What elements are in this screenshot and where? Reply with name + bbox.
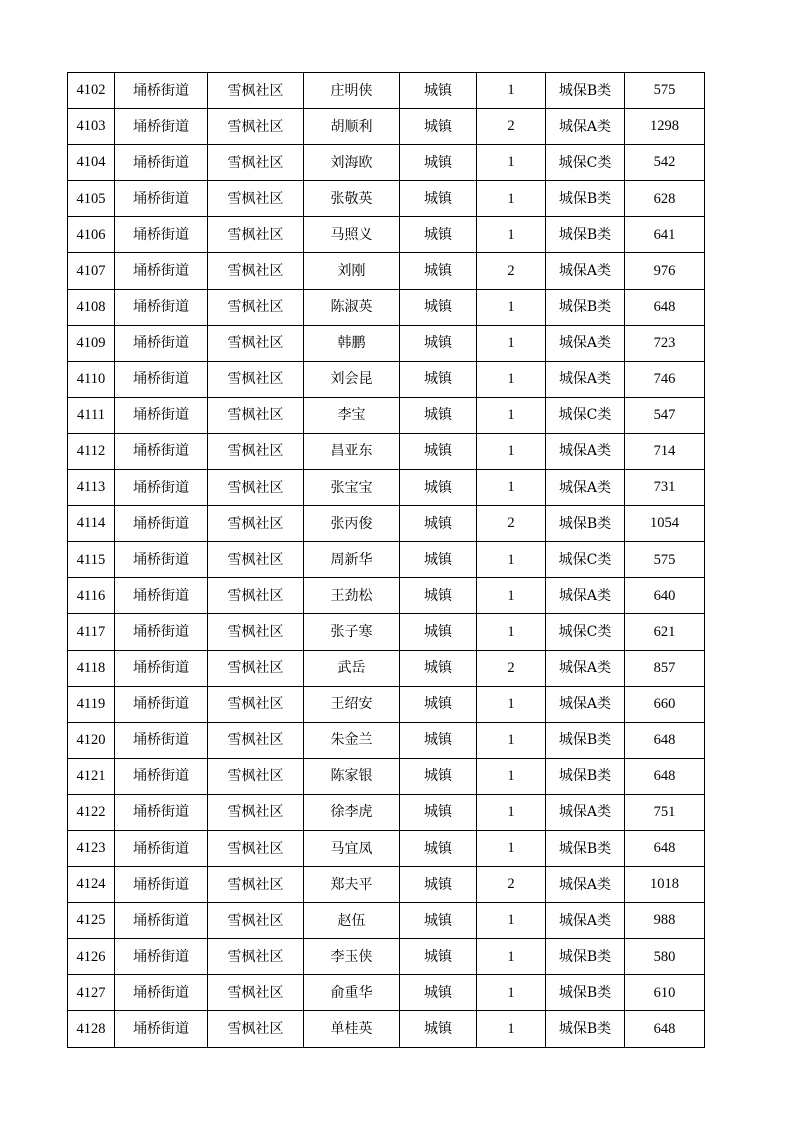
amount-cell: 751 bbox=[625, 794, 705, 830]
household-count-cell: 1 bbox=[477, 289, 546, 325]
amount-cell: 640 bbox=[625, 578, 705, 614]
person-name-cell: 张丙俊 bbox=[304, 506, 400, 542]
insurance-category-cell: 城保A类 bbox=[546, 470, 625, 506]
record-id-cell: 4128 bbox=[68, 1011, 115, 1047]
person-name-cell: 王劲松 bbox=[304, 578, 400, 614]
street-cell: 埇桥街道 bbox=[115, 145, 208, 181]
amount-cell: 542 bbox=[625, 145, 705, 181]
street-cell: 埇桥街道 bbox=[115, 830, 208, 866]
area-type-cell: 城镇 bbox=[400, 758, 477, 794]
household-count-cell: 1 bbox=[477, 542, 546, 578]
person-name-cell: 韩鹏 bbox=[304, 325, 400, 361]
area-type-cell: 城镇 bbox=[400, 686, 477, 722]
household-count-cell: 1 bbox=[477, 975, 546, 1011]
record-id-cell: 4105 bbox=[68, 181, 115, 217]
area-type-cell: 城镇 bbox=[400, 109, 477, 145]
household-count-cell: 2 bbox=[477, 109, 546, 145]
table-row bbox=[68, 975, 705, 1011]
street-cell: 埇桥街道 bbox=[115, 289, 208, 325]
amount-cell: 714 bbox=[625, 433, 705, 469]
person-name-cell: 刘海欧 bbox=[304, 145, 400, 181]
insurance-category-cell: 城保B类 bbox=[546, 1011, 625, 1047]
community-cell: 雪枫社区 bbox=[208, 686, 304, 722]
person-name-cell: 胡顺利 bbox=[304, 109, 400, 145]
record-id-cell: 4110 bbox=[68, 361, 115, 397]
table-row bbox=[68, 433, 705, 469]
street-cell: 埇桥街道 bbox=[115, 1011, 208, 1047]
data-table bbox=[67, 72, 705, 1048]
insurance-category-cell: 城保A类 bbox=[546, 903, 625, 939]
community-cell: 雪枫社区 bbox=[208, 506, 304, 542]
person-name-cell: 武岳 bbox=[304, 650, 400, 686]
area-type-cell: 城镇 bbox=[400, 650, 477, 686]
amount-cell: 580 bbox=[625, 939, 705, 975]
record-id-cell: 4119 bbox=[68, 686, 115, 722]
record-id-cell: 4106 bbox=[68, 217, 115, 253]
community-cell: 雪枫社区 bbox=[208, 975, 304, 1011]
table-row bbox=[68, 867, 705, 903]
person-name-cell: 郑夫平 bbox=[304, 867, 400, 903]
amount-cell: 575 bbox=[625, 542, 705, 578]
household-count-cell: 1 bbox=[477, 397, 546, 433]
household-count-cell: 1 bbox=[477, 1011, 546, 1047]
area-type-cell: 城镇 bbox=[400, 794, 477, 830]
household-count-cell: 1 bbox=[477, 903, 546, 939]
community-cell: 雪枫社区 bbox=[208, 903, 304, 939]
insurance-category-cell: 城保A类 bbox=[546, 361, 625, 397]
person-name-cell: 李宝 bbox=[304, 397, 400, 433]
insurance-category-cell: 城保A类 bbox=[546, 867, 625, 903]
table-row bbox=[68, 506, 705, 542]
street-cell: 埇桥街道 bbox=[115, 867, 208, 903]
table-row bbox=[68, 1011, 705, 1047]
street-cell: 埇桥街道 bbox=[115, 722, 208, 758]
person-name-cell: 赵伍 bbox=[304, 903, 400, 939]
amount-cell: 648 bbox=[625, 830, 705, 866]
record-id-cell: 4116 bbox=[68, 578, 115, 614]
person-name-cell: 周新华 bbox=[304, 542, 400, 578]
street-cell: 埇桥街道 bbox=[115, 325, 208, 361]
street-cell: 埇桥街道 bbox=[115, 506, 208, 542]
community-cell: 雪枫社区 bbox=[208, 794, 304, 830]
area-type-cell: 城镇 bbox=[400, 506, 477, 542]
amount-cell: 610 bbox=[625, 975, 705, 1011]
amount-cell: 976 bbox=[625, 253, 705, 289]
record-id-cell: 4126 bbox=[68, 939, 115, 975]
community-cell: 雪枫社区 bbox=[208, 325, 304, 361]
insurance-category-cell: 城保B类 bbox=[546, 289, 625, 325]
record-id-cell: 4109 bbox=[68, 325, 115, 361]
amount-cell: 731 bbox=[625, 470, 705, 506]
insurance-category-cell: 城保A类 bbox=[546, 325, 625, 361]
person-name-cell: 庄明侠 bbox=[304, 73, 400, 109]
table-row bbox=[68, 758, 705, 794]
street-cell: 埇桥街道 bbox=[115, 109, 208, 145]
insurance-category-cell: 城保A类 bbox=[546, 794, 625, 830]
amount-cell: 660 bbox=[625, 686, 705, 722]
table-row bbox=[68, 650, 705, 686]
record-id-cell: 4111 bbox=[68, 397, 115, 433]
community-cell: 雪枫社区 bbox=[208, 397, 304, 433]
person-name-cell: 陈家银 bbox=[304, 758, 400, 794]
amount-cell: 1018 bbox=[625, 867, 705, 903]
area-type-cell: 城镇 bbox=[400, 903, 477, 939]
record-id-cell: 4127 bbox=[68, 975, 115, 1011]
area-type-cell: 城镇 bbox=[400, 217, 477, 253]
amount-cell: 648 bbox=[625, 758, 705, 794]
person-name-cell: 张宝宝 bbox=[304, 470, 400, 506]
community-cell: 雪枫社区 bbox=[208, 939, 304, 975]
record-id-cell: 4125 bbox=[68, 903, 115, 939]
record-id-cell: 4108 bbox=[68, 289, 115, 325]
household-count-cell: 1 bbox=[477, 470, 546, 506]
table-row bbox=[68, 578, 705, 614]
person-name-cell: 昌亚东 bbox=[304, 433, 400, 469]
insurance-category-cell: 城保B类 bbox=[546, 506, 625, 542]
table-row bbox=[68, 830, 705, 866]
street-cell: 埇桥街道 bbox=[115, 181, 208, 217]
person-name-cell: 马宜凤 bbox=[304, 830, 400, 866]
insurance-category-cell: 城保B类 bbox=[546, 939, 625, 975]
insurance-category-cell: 城保B类 bbox=[546, 73, 625, 109]
street-cell: 埇桥街道 bbox=[115, 903, 208, 939]
street-cell: 埇桥街道 bbox=[115, 470, 208, 506]
record-id-cell: 4122 bbox=[68, 794, 115, 830]
record-id-cell: 4115 bbox=[68, 542, 115, 578]
amount-cell: 628 bbox=[625, 181, 705, 217]
table-row bbox=[68, 289, 705, 325]
table-row bbox=[68, 794, 705, 830]
community-cell: 雪枫社区 bbox=[208, 145, 304, 181]
record-id-cell: 4102 bbox=[68, 73, 115, 109]
street-cell: 埇桥街道 bbox=[115, 794, 208, 830]
insurance-category-cell: 城保B类 bbox=[546, 975, 625, 1011]
person-name-cell: 马照义 bbox=[304, 217, 400, 253]
household-count-cell: 2 bbox=[477, 650, 546, 686]
community-cell: 雪枫社区 bbox=[208, 470, 304, 506]
community-cell: 雪枫社区 bbox=[208, 578, 304, 614]
person-name-cell: 刘刚 bbox=[304, 253, 400, 289]
area-type-cell: 城镇 bbox=[400, 578, 477, 614]
community-cell: 雪枫社区 bbox=[208, 109, 304, 145]
household-count-cell: 1 bbox=[477, 73, 546, 109]
community-cell: 雪枫社区 bbox=[208, 722, 304, 758]
insurance-category-cell: 城保B类 bbox=[546, 758, 625, 794]
person-name-cell: 张子寒 bbox=[304, 614, 400, 650]
record-id-cell: 4112 bbox=[68, 433, 115, 469]
table-row bbox=[68, 145, 705, 181]
area-type-cell: 城镇 bbox=[400, 325, 477, 361]
insurance-category-cell: 城保A类 bbox=[546, 109, 625, 145]
table-row bbox=[68, 722, 705, 758]
table-row bbox=[68, 325, 705, 361]
insurance-category-cell: 城保A类 bbox=[546, 433, 625, 469]
table-body bbox=[68, 73, 705, 1048]
record-id-cell: 4123 bbox=[68, 830, 115, 866]
community-cell: 雪枫社区 bbox=[208, 217, 304, 253]
street-cell: 埇桥街道 bbox=[115, 73, 208, 109]
area-type-cell: 城镇 bbox=[400, 181, 477, 217]
record-id-cell: 4120 bbox=[68, 722, 115, 758]
record-id-cell: 4124 bbox=[68, 867, 115, 903]
household-count-cell: 2 bbox=[477, 253, 546, 289]
insurance-category-cell: 城保C类 bbox=[546, 397, 625, 433]
community-cell: 雪枫社区 bbox=[208, 433, 304, 469]
record-id-cell: 4117 bbox=[68, 614, 115, 650]
community-cell: 雪枫社区 bbox=[208, 758, 304, 794]
street-cell: 埇桥街道 bbox=[115, 433, 208, 469]
amount-cell: 648 bbox=[625, 722, 705, 758]
insurance-category-cell: 城保A类 bbox=[546, 253, 625, 289]
area-type-cell: 城镇 bbox=[400, 470, 477, 506]
table-row bbox=[68, 614, 705, 650]
community-cell: 雪枫社区 bbox=[208, 361, 304, 397]
household-count-cell: 1 bbox=[477, 433, 546, 469]
table-row bbox=[68, 253, 705, 289]
street-cell: 埇桥街道 bbox=[115, 975, 208, 1011]
amount-cell: 547 bbox=[625, 397, 705, 433]
community-cell: 雪枫社区 bbox=[208, 830, 304, 866]
community-cell: 雪枫社区 bbox=[208, 867, 304, 903]
table-row bbox=[68, 181, 705, 217]
area-type-cell: 城镇 bbox=[400, 939, 477, 975]
area-type-cell: 城镇 bbox=[400, 253, 477, 289]
person-name-cell: 单桂英 bbox=[304, 1011, 400, 1047]
household-count-cell: 1 bbox=[477, 939, 546, 975]
person-name-cell: 陈淑英 bbox=[304, 289, 400, 325]
household-count-cell: 1 bbox=[477, 794, 546, 830]
amount-cell: 641 bbox=[625, 217, 705, 253]
community-cell: 雪枫社区 bbox=[208, 73, 304, 109]
community-cell: 雪枫社区 bbox=[208, 253, 304, 289]
person-name-cell: 徐李虎 bbox=[304, 794, 400, 830]
amount-cell: 746 bbox=[625, 361, 705, 397]
street-cell: 埇桥街道 bbox=[115, 397, 208, 433]
person-name-cell: 俞重华 bbox=[304, 975, 400, 1011]
table-row bbox=[68, 73, 705, 109]
amount-cell: 1298 bbox=[625, 109, 705, 145]
household-count-cell: 1 bbox=[477, 614, 546, 650]
street-cell: 埇桥街道 bbox=[115, 686, 208, 722]
insurance-category-cell: 城保C类 bbox=[546, 145, 625, 181]
household-count-cell: 1 bbox=[477, 361, 546, 397]
amount-cell: 1054 bbox=[625, 506, 705, 542]
insurance-category-cell: 城保C类 bbox=[546, 542, 625, 578]
street-cell: 埇桥街道 bbox=[115, 217, 208, 253]
amount-cell: 648 bbox=[625, 1011, 705, 1047]
area-type-cell: 城镇 bbox=[400, 542, 477, 578]
insurance-category-cell: 城保A类 bbox=[546, 686, 625, 722]
street-cell: 埇桥街道 bbox=[115, 939, 208, 975]
table-row bbox=[68, 686, 705, 722]
insurance-category-cell: 城保A类 bbox=[546, 650, 625, 686]
household-count-cell: 1 bbox=[477, 758, 546, 794]
area-type-cell: 城镇 bbox=[400, 867, 477, 903]
table-row bbox=[68, 217, 705, 253]
area-type-cell: 城镇 bbox=[400, 289, 477, 325]
table-row bbox=[68, 470, 705, 506]
street-cell: 埇桥街道 bbox=[115, 361, 208, 397]
person-name-cell: 李玉侠 bbox=[304, 939, 400, 975]
household-count-cell: 1 bbox=[477, 217, 546, 253]
street-cell: 埇桥街道 bbox=[115, 542, 208, 578]
amount-cell: 988 bbox=[625, 903, 705, 939]
amount-cell: 857 bbox=[625, 650, 705, 686]
person-name-cell: 刘会昆 bbox=[304, 361, 400, 397]
community-cell: 雪枫社区 bbox=[208, 542, 304, 578]
area-type-cell: 城镇 bbox=[400, 397, 477, 433]
record-id-cell: 4104 bbox=[68, 145, 115, 181]
table-row bbox=[68, 903, 705, 939]
community-cell: 雪枫社区 bbox=[208, 650, 304, 686]
area-type-cell: 城镇 bbox=[400, 145, 477, 181]
table-row bbox=[68, 361, 705, 397]
person-name-cell: 张敬英 bbox=[304, 181, 400, 217]
insurance-category-cell: 城保A类 bbox=[546, 578, 625, 614]
area-type-cell: 城镇 bbox=[400, 830, 477, 866]
table-row bbox=[68, 939, 705, 975]
community-cell: 雪枫社区 bbox=[208, 289, 304, 325]
record-id-cell: 4113 bbox=[68, 470, 115, 506]
table-row bbox=[68, 542, 705, 578]
insurance-category-cell: 城保B类 bbox=[546, 830, 625, 866]
amount-cell: 723 bbox=[625, 325, 705, 361]
insurance-category-cell: 城保B类 bbox=[546, 181, 625, 217]
insurance-category-cell: 城保B类 bbox=[546, 722, 625, 758]
area-type-cell: 城镇 bbox=[400, 73, 477, 109]
street-cell: 埇桥街道 bbox=[115, 578, 208, 614]
table-row bbox=[68, 109, 705, 145]
household-count-cell: 1 bbox=[477, 325, 546, 361]
area-type-cell: 城镇 bbox=[400, 361, 477, 397]
street-cell: 埇桥街道 bbox=[115, 614, 208, 650]
insurance-category-cell: 城保B类 bbox=[546, 217, 625, 253]
amount-cell: 621 bbox=[625, 614, 705, 650]
record-id-cell: 4103 bbox=[68, 109, 115, 145]
household-count-cell: 2 bbox=[477, 867, 546, 903]
insurance-category-cell: 城保C类 bbox=[546, 614, 625, 650]
household-count-cell: 1 bbox=[477, 686, 546, 722]
street-cell: 埇桥街道 bbox=[115, 758, 208, 794]
household-count-cell: 2 bbox=[477, 506, 546, 542]
amount-cell: 648 bbox=[625, 289, 705, 325]
record-id-cell: 4121 bbox=[68, 758, 115, 794]
person-name-cell: 朱金兰 bbox=[304, 722, 400, 758]
community-cell: 雪枫社区 bbox=[208, 1011, 304, 1047]
community-cell: 雪枫社区 bbox=[208, 614, 304, 650]
household-count-cell: 1 bbox=[477, 181, 546, 217]
person-name-cell: 王绍安 bbox=[304, 686, 400, 722]
record-id-cell: 4118 bbox=[68, 650, 115, 686]
area-type-cell: 城镇 bbox=[400, 975, 477, 1011]
area-type-cell: 城镇 bbox=[400, 1011, 477, 1047]
area-type-cell: 城镇 bbox=[400, 433, 477, 469]
household-count-cell: 1 bbox=[477, 830, 546, 866]
household-count-cell: 1 bbox=[477, 722, 546, 758]
street-cell: 埇桥街道 bbox=[115, 650, 208, 686]
table-row bbox=[68, 397, 705, 433]
record-id-cell: 4114 bbox=[68, 506, 115, 542]
community-cell: 雪枫社区 bbox=[208, 181, 304, 217]
amount-cell: 575 bbox=[625, 73, 705, 109]
area-type-cell: 城镇 bbox=[400, 722, 477, 758]
household-count-cell: 1 bbox=[477, 145, 546, 181]
street-cell: 埇桥街道 bbox=[115, 253, 208, 289]
household-count-cell: 1 bbox=[477, 578, 546, 614]
area-type-cell: 城镇 bbox=[400, 614, 477, 650]
record-id-cell: 4107 bbox=[68, 253, 115, 289]
